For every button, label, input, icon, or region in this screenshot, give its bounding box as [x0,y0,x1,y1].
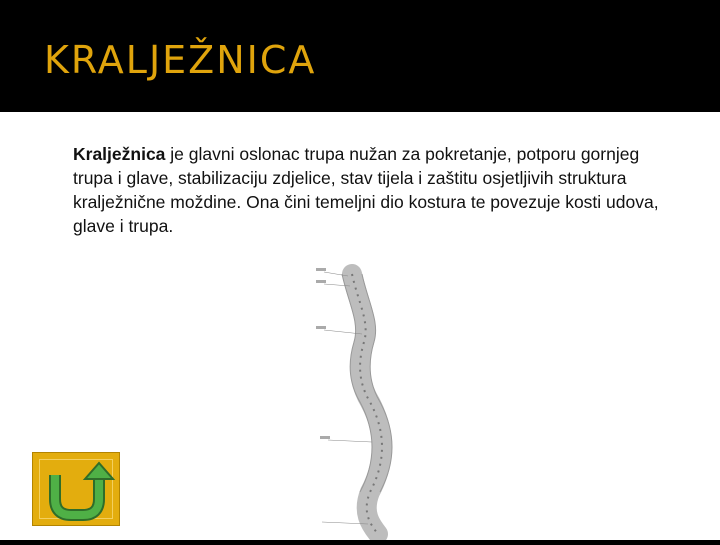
bullet-term: Kralježnica [73,144,166,164]
return-button[interactable] [32,452,120,526]
spine-illustration [300,262,440,540]
return-arrow-icon [33,453,121,527]
slide-title: KRALJEŽNICA [44,38,317,82]
bullet-marker [48,148,62,162]
spine-drawing [300,262,440,540]
title-band [0,0,720,112]
spine-curve [352,274,382,534]
bullet-text: je glavni oslonac trupa nužan za pokretanje, potporu gornjeg trupa i glave, stabilizaciju zdjelice, stav tijela i zaštitu osjetljivih struktura kralježnične moždine. Ona čini temeljni dio kostura te povezuje kosti udova, glave i trupa. [73,144,659,236]
bullet-paragraph [73,142,673,238]
